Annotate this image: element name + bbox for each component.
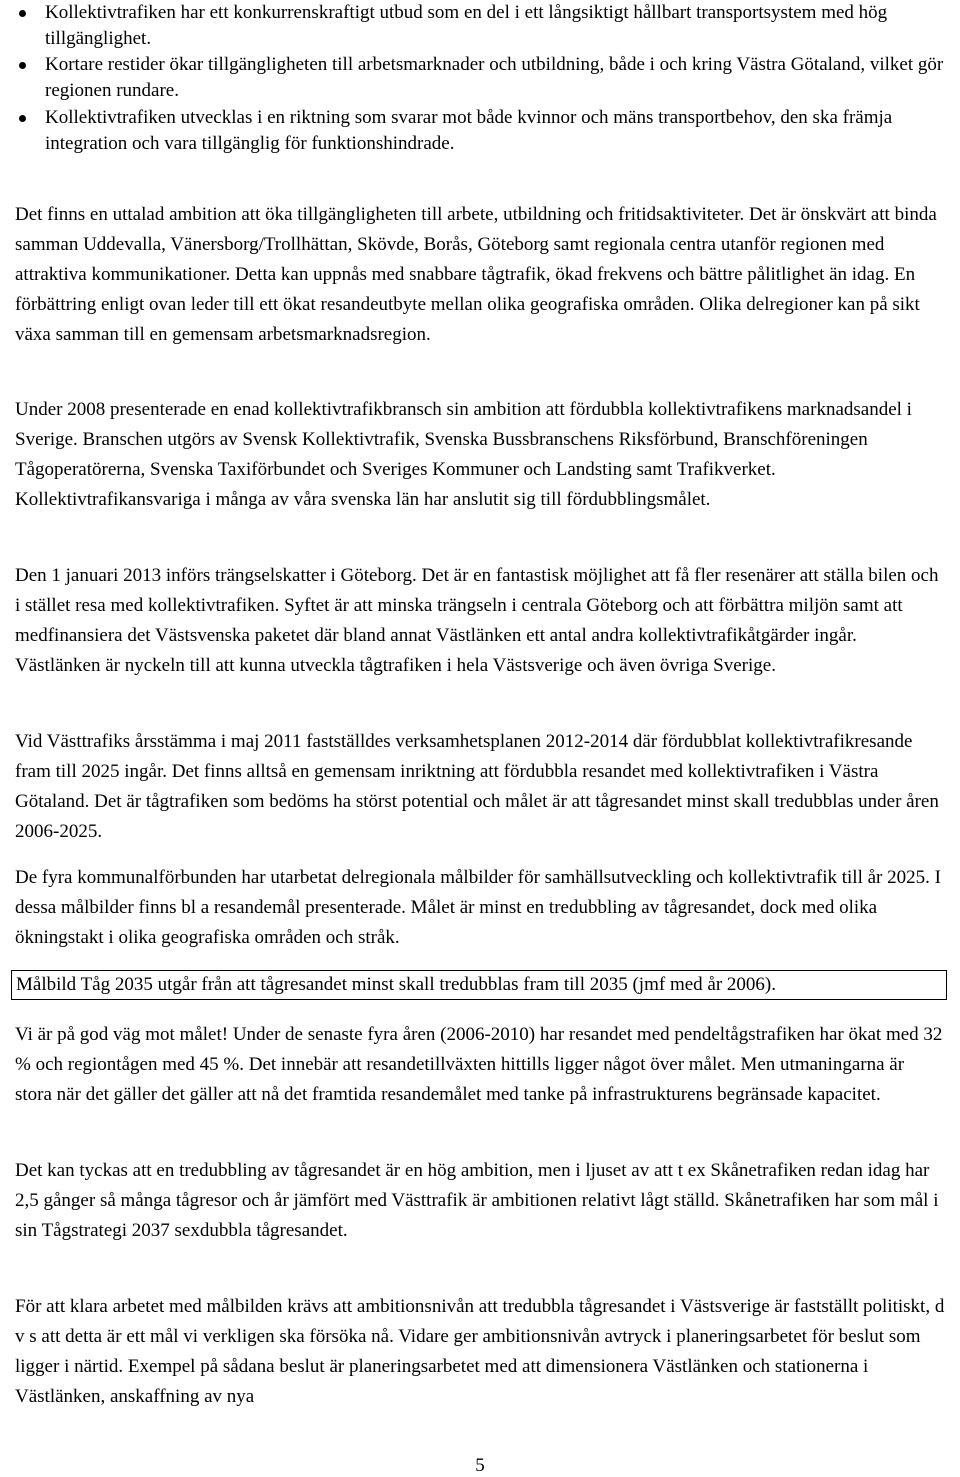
bullet-dot-icon xyxy=(19,62,26,69)
highlight-box: Målbild Tåg 2035 utgår från att tågresandet minst skall tredubblas fram till 2035 (jmf med år 2006). xyxy=(11,970,947,1000)
paragraph-skanetrafiken: Det kan tyckas att en tredubbling av tågresandet är en hög ambition, men i ljuset av att t ex Skånetrafiken redan idag har 2,5 gånger så många tågresor och år jämfört med Västtrafik är ambitionen relativt lågt ställd. Skånetrafiken har som mål i sin Tågstrategi 2037 sexdubbla tågresandet. xyxy=(15,1160,939,1241)
bullet-item xyxy=(15,105,945,157)
bullet-text: Kollektivtrafiken utvecklas i en riktning som svarar mot både kvinnor och mäns transportbehov, den ska främja integration och vara tillgänglig för funktionshindrade. xyxy=(45,107,893,154)
bullet-text: Kortare restider ökar tillgängligheten till arbetsmarknader och utbildning, både i och kring Västra Götaland, vilket gör regionen rundare. xyxy=(45,54,944,101)
paragraph-industry-ambition: Under 2008 presenterade en enad kollektivtrafikbransch sin ambition att fördubbla kollektivtrafikens marknadsandel i Sverige. Branschen utgörs av Svensk Kollektivtrafik, Svenska Bussbranschens Riksförbund, Branschföreningen Tågoperatörerna, Svenska Taxiförbundet och Sveriges Kommuner och Landsting samt Trafikverket. Kollektivtrafikansvariga i många av våra svenska län har anslutit sig till fördubblingsmålet. xyxy=(15,399,912,510)
page-number: 5 xyxy=(475,1455,485,1476)
bullet-dot-icon xyxy=(19,10,26,17)
paragraph-progress: Vi är på god väg mot målet! Under de senaste fyra åren (2006-2010) har resandet med pendeltågstrafiken har ökat med 32 % och regiontågen med 45 %. Det innebär att resandetillväxten hittills ligger något över målet. Men utmaningarna är stora när det gäller det gäller att nå det framtida resandemålet med tanke på infrastrukturens begränsade kapacitet. xyxy=(15,1024,943,1105)
bullet-item xyxy=(15,52,945,105)
bullet-text: Kollektivtrafiken har ett konkurrenskraftigt utbud som en del i ett långsiktigt hållbart transportsystem med hög tillgänglighet. xyxy=(45,2,888,49)
paragraph-vasttrafik-plan: Vid Västtrafiks årsstämma i maj 2011 fastställdes verksamhetsplanen 2012-2014 där fördubblat kollektivtrafikresande fram till 2025 ingår. Det finns alltså en gemensam inriktning att fördubbla resandet med kollektivtrafiken i Västra Götaland. Det är tågtrafiken som bedöms ha störst potential och målet är att tågresandet minst skall tredubblas under åren 2006-2025. xyxy=(15,731,939,842)
paragraph-congestion-tax: Den 1 januari 2013 införs trängselskatter i Göteborg. Det är en fantastisk möjlighet att få fler resenärer att ställa bilen och i stället resa med kollektivtrafiken. Syftet är att minska trängseln i centrala Göteborg och att förbättra miljön samt att medfinansiera det Västsvenska paketet där bland annat Västlänken ett antal andra kollektivtrafikåtgärder ingår. Västlänken är nyckeln till att kunna utveckla tågtrafiken i hela Västsverige och även övriga Sverige. xyxy=(15,565,939,676)
paragraph-regional-goals: De fyra kommunalförbunden har utarbetat delregionala målbilder för samhällsutveckling och kollektivtrafik till år 2025. I dessa målbilder finns bl a resandemål presenterade. Målet är minst en tredubbling av tågresandet, dock med olika ökningstakt i olika geografiska områden och stråk. xyxy=(15,867,941,948)
paragraph-political-goal: För att klara arbetet med målbilden krävs att ambitionsnivån att tredubbla tågresandet i Västsverige är fastställt politiskt, d v s att detta är ett mål vi verkligen ska försöka nå. Vidare ger ambitionsnivån avtryck i planeringsarbetet för beslut som ligger i närtid. Exempel på sådana beslut är planeringsarbetet med att dimensionera Västlänken och stationerna i Västlänken, anskaffning av nya xyxy=(15,1296,945,1407)
bullet-dot-icon xyxy=(19,115,26,122)
bullet-list xyxy=(15,0,945,157)
paragraph-accessibility: Det finns en uttalad ambition att öka tillgängligheten till arbete, utbildning och fritidsaktiviteter. Det är önskvärt att binda samman Uddevalla, Vänersborg/Trollhättan, Skövde, Borås, Göteborg samt regionala centra utanför regionen med attraktiva kommunikationer. Detta kan uppnås med snabbare tågtrafik, ökad frekvens och bättre pålitlighet än idag. En förbättring enligt ovan leder till ett ökat resandeutbyte mellan olika geografiska områden. Olika delregioner kan på sikt växa samman till en gemensam arbetsmarknadsregion. xyxy=(15,204,937,345)
bullet-item xyxy=(15,0,945,52)
